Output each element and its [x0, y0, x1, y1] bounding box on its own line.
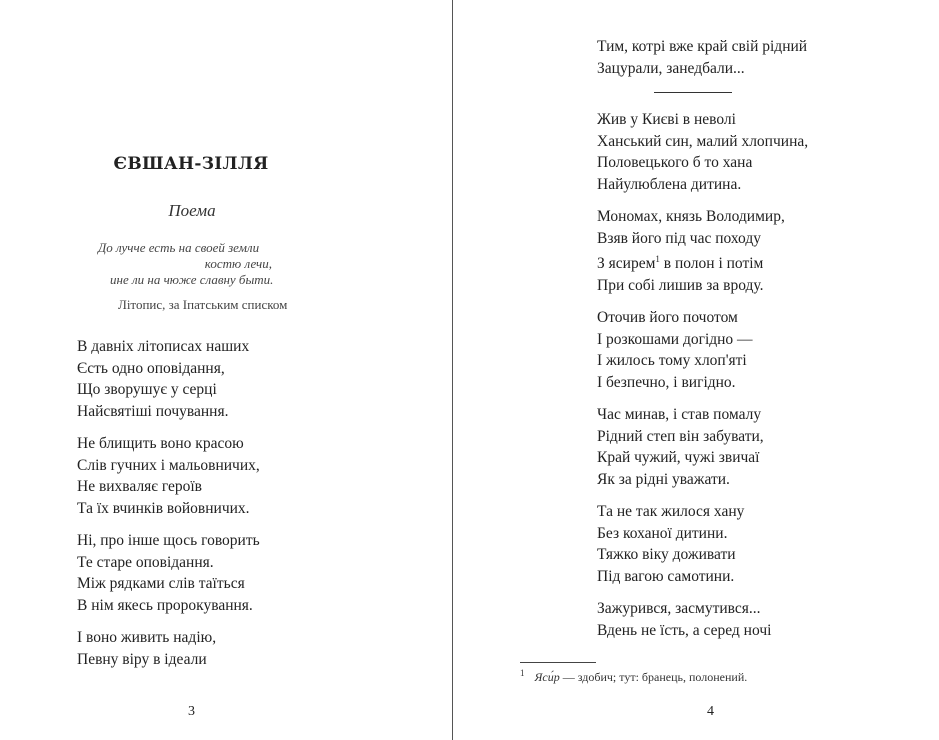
- epigraph-line: ине ли на чюже славну быти.: [110, 272, 274, 287]
- footnote-text: — здобич; тут: бранець, полонений.: [559, 670, 748, 684]
- poem-text-left: [77, 336, 260, 681]
- verse-line: Найсвятіші почування.: [77, 402, 229, 420]
- stanza: [597, 109, 808, 195]
- section-divider: [597, 79, 808, 109]
- verse-line: В давніх літописах наших: [77, 338, 250, 355]
- verse-line: Мономах, князь Володимир,: [597, 208, 785, 225]
- verse-line: Не блищить воно красою: [77, 435, 244, 452]
- verse-line: Половецького б то хана: [597, 154, 753, 171]
- stanza: [77, 433, 260, 519]
- verse-line: Ні, про інше щось говорить: [77, 532, 260, 549]
- stanza: [597, 36, 808, 79]
- epigraph-line: До лучче есть на своей земли: [98, 240, 260, 255]
- verse-line: Тяжко віку доживати: [597, 546, 736, 564]
- verse-line: Найулюблена дитина.: [597, 175, 742, 193]
- verse-line: Та не так жилося хану: [597, 503, 745, 521]
- verse-line-with-footnote: [597, 249, 808, 275]
- stanza: [597, 206, 808, 296]
- verse-line: В нім якесь пророкування.: [77, 596, 253, 614]
- poem-text-right: [597, 36, 808, 652]
- left-page: [0, 0, 452, 740]
- page-number: 3: [188, 704, 195, 719]
- verse-line: Взяв його під час походу: [597, 229, 761, 247]
- stanza: [77, 627, 260, 670]
- footnote: [520, 668, 747, 685]
- right-page: [454, 0, 939, 740]
- verse-line: Те старе оповідання.: [77, 553, 214, 571]
- stanza: [597, 307, 808, 393]
- verse-line: Край чужий, чужі звичаї: [597, 449, 760, 467]
- verse-line: Рідний степ він забувати,: [597, 427, 764, 445]
- verse-line: Без коханої дитини.: [597, 524, 728, 542]
- verse-line: Певну віру в ідеали: [77, 650, 207, 668]
- verse-line: І жилось тому хлоп'яті: [597, 352, 747, 370]
- verse-line: І розкошами догідно —: [597, 330, 753, 348]
- footnote-mark: 1: [520, 668, 525, 678]
- verse-fragment: З ясирем: [597, 255, 656, 273]
- footnote-reference[interactable]: 1: [655, 254, 660, 264]
- poem-title: ЄВШАН-ЗІЛЛЯ: [113, 154, 269, 174]
- verse-line: Що зворушує у серці: [77, 381, 217, 398]
- verse-fragment: в полон і потім: [659, 255, 764, 273]
- verse-line: Між рядками слів таїться: [77, 575, 245, 592]
- verse-line: Жив у Києві в неволі: [597, 111, 736, 128]
- verse-line: Як за рідні уважати.: [597, 470, 730, 488]
- verse-line: Ханський син, малий хлопчина,: [597, 132, 809, 150]
- verse-line: При собі лишив за вроду.: [597, 276, 764, 294]
- footnote-term: Яси́р: [534, 670, 560, 684]
- stanza: [597, 598, 808, 641]
- verse-line: Тим, котрі вже край свій рідний: [597, 38, 808, 55]
- verse-line: Зацурали, занедбали...: [597, 59, 745, 77]
- footnote-rule: [520, 662, 596, 663]
- verse-line: Час минав, і став помалу: [597, 406, 762, 424]
- poem-subtitle: Поема: [168, 201, 216, 220]
- epigraph-source: Літопис, за Іпатським списком: [118, 297, 288, 312]
- verse-line: Оточив його почотом: [597, 309, 738, 327]
- epigraph: [98, 240, 288, 288]
- verse-line: Єсть одно оповідання,: [77, 359, 225, 377]
- book-spine: [452, 0, 453, 740]
- stanza: [77, 530, 260, 616]
- verse-line: Слів гучних і мальовничих,: [77, 456, 260, 474]
- verse-line: Вдень не їсть, а серед ночі: [597, 621, 772, 639]
- verse-line: І воно живить надію,: [77, 629, 217, 646]
- stanza: [597, 501, 808, 587]
- verse-line: Під вагою самотини.: [597, 567, 735, 585]
- stanza: [77, 336, 260, 422]
- epigraph-line: костю лечи,: [204, 256, 272, 271]
- verse-line: Не вихваляє героїв: [77, 478, 202, 495]
- page-number: 4: [707, 704, 714, 719]
- divider-line: [654, 92, 732, 93]
- verse-line: Та їх вчинків войовничих.: [77, 499, 250, 517]
- stanza: [597, 404, 808, 490]
- verse-line: Зажурився, засмутився...: [597, 600, 761, 618]
- verse-line: І безпечно, і вигідно.: [597, 373, 736, 391]
